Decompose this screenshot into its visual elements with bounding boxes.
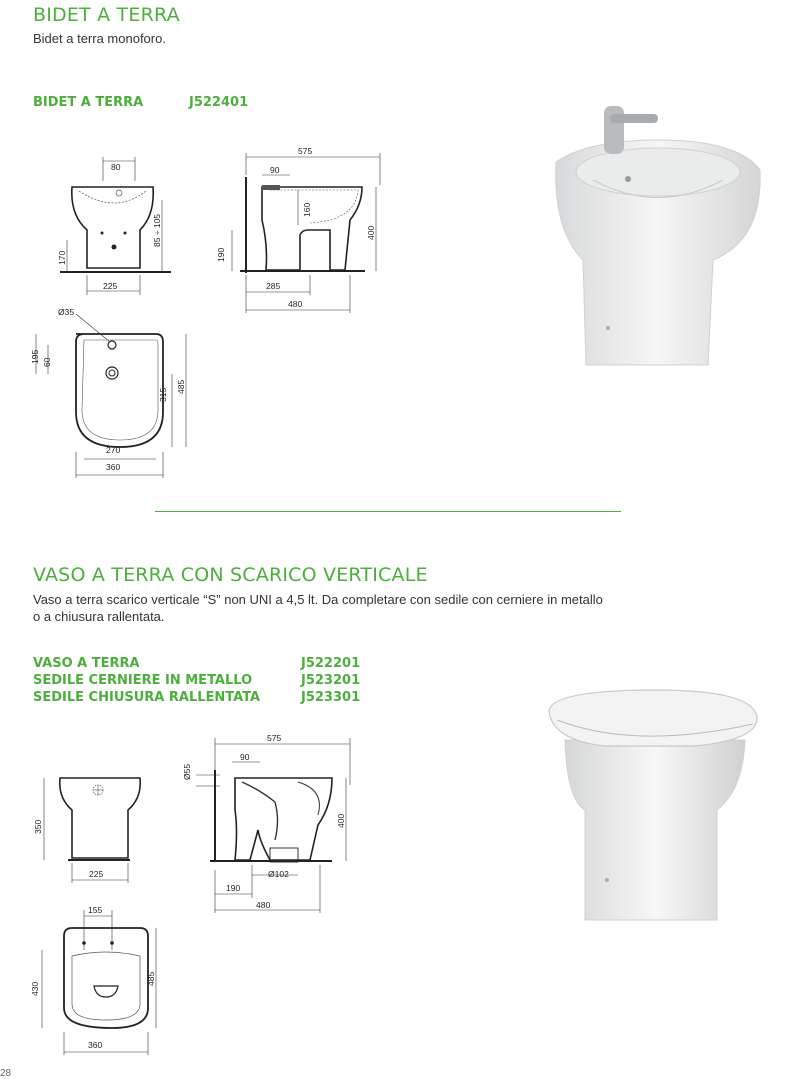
dim-350: 350 [33,819,43,834]
vaso-side-drawing [180,730,360,915]
dim-170: 170 [57,250,67,265]
dim-430: 430 [30,981,40,996]
dim-360: 360 [106,462,121,472]
vaso-top-drawing [28,900,168,1060]
dim-190: 190 [216,247,226,262]
vaso-product-image [545,680,767,930]
bidet-side-drawing [210,145,390,315]
dim-60: 60 [42,357,52,367]
product-name: BIDET A TERRA [33,95,144,110]
dim-225: 225 [103,281,118,291]
dim-190: 190 [226,883,241,893]
dim-225: 225 [89,869,104,879]
product-code: J523201 [301,673,361,688]
dim-480: 480 [256,900,271,910]
dim-480: 480 [288,299,303,309]
bidet-top-drawing [28,302,198,482]
bidet-product-image [548,100,772,376]
section2-desc-line2: o a chiusura rallentata. [33,609,165,624]
vaso-front-drawing [30,770,160,885]
dim-485: 485 [146,971,156,986]
section1-subtitle: Bidet a terra monoforo. [33,31,166,46]
product-name: SEDILE CHIUSURA RALLENTATA [33,690,261,705]
page-number: 28 [0,1068,12,1079]
product-code: J523301 [301,690,361,705]
dim-285: 285 [266,281,281,291]
section-divider [155,511,621,512]
dim-90: 90 [270,165,280,175]
product-code: J522401 [189,95,249,110]
dim-400: 400 [366,225,376,240]
dim-155: 155 [88,905,103,915]
section2-title: VASO A TERRA CON SCARICO VERTICALE [33,564,428,586]
dim-575: 575 [298,146,313,156]
dim-400: 400 [336,813,346,828]
dim-85-105: 85 ÷ 105 [152,213,162,247]
section2-product-table [33,655,433,707]
dim-160: 160 [302,202,312,217]
dim-d35: Ø35 [58,307,75,317]
dim-195: 195 [30,349,40,364]
section1-title: BIDET A TERRA [33,4,180,26]
dim-360: 360 [88,1040,103,1050]
dim-575: 575 [267,733,282,743]
dim-90: 90 [240,752,250,762]
bidet-front-drawing [45,155,185,300]
dim-315: 315 [158,387,168,402]
dim-d55: Ø55 [182,763,192,780]
product-name: VASO A TERRA [33,656,140,671]
product-code: J522201 [301,656,361,671]
dim-80: 80 [111,162,121,172]
section1-product-row [33,94,333,112]
dim-d102: Ø102 [268,869,289,879]
section2-desc-line1: Vaso a terra scarico verticale “S” non UNI a 4,5 lt. Da completare con sedile con cerniere in metallo [33,592,603,607]
product-name: SEDILE CERNIERE IN METALLO [33,673,253,688]
dim-485: 485 [176,379,186,394]
dim-270: 270 [106,445,121,455]
